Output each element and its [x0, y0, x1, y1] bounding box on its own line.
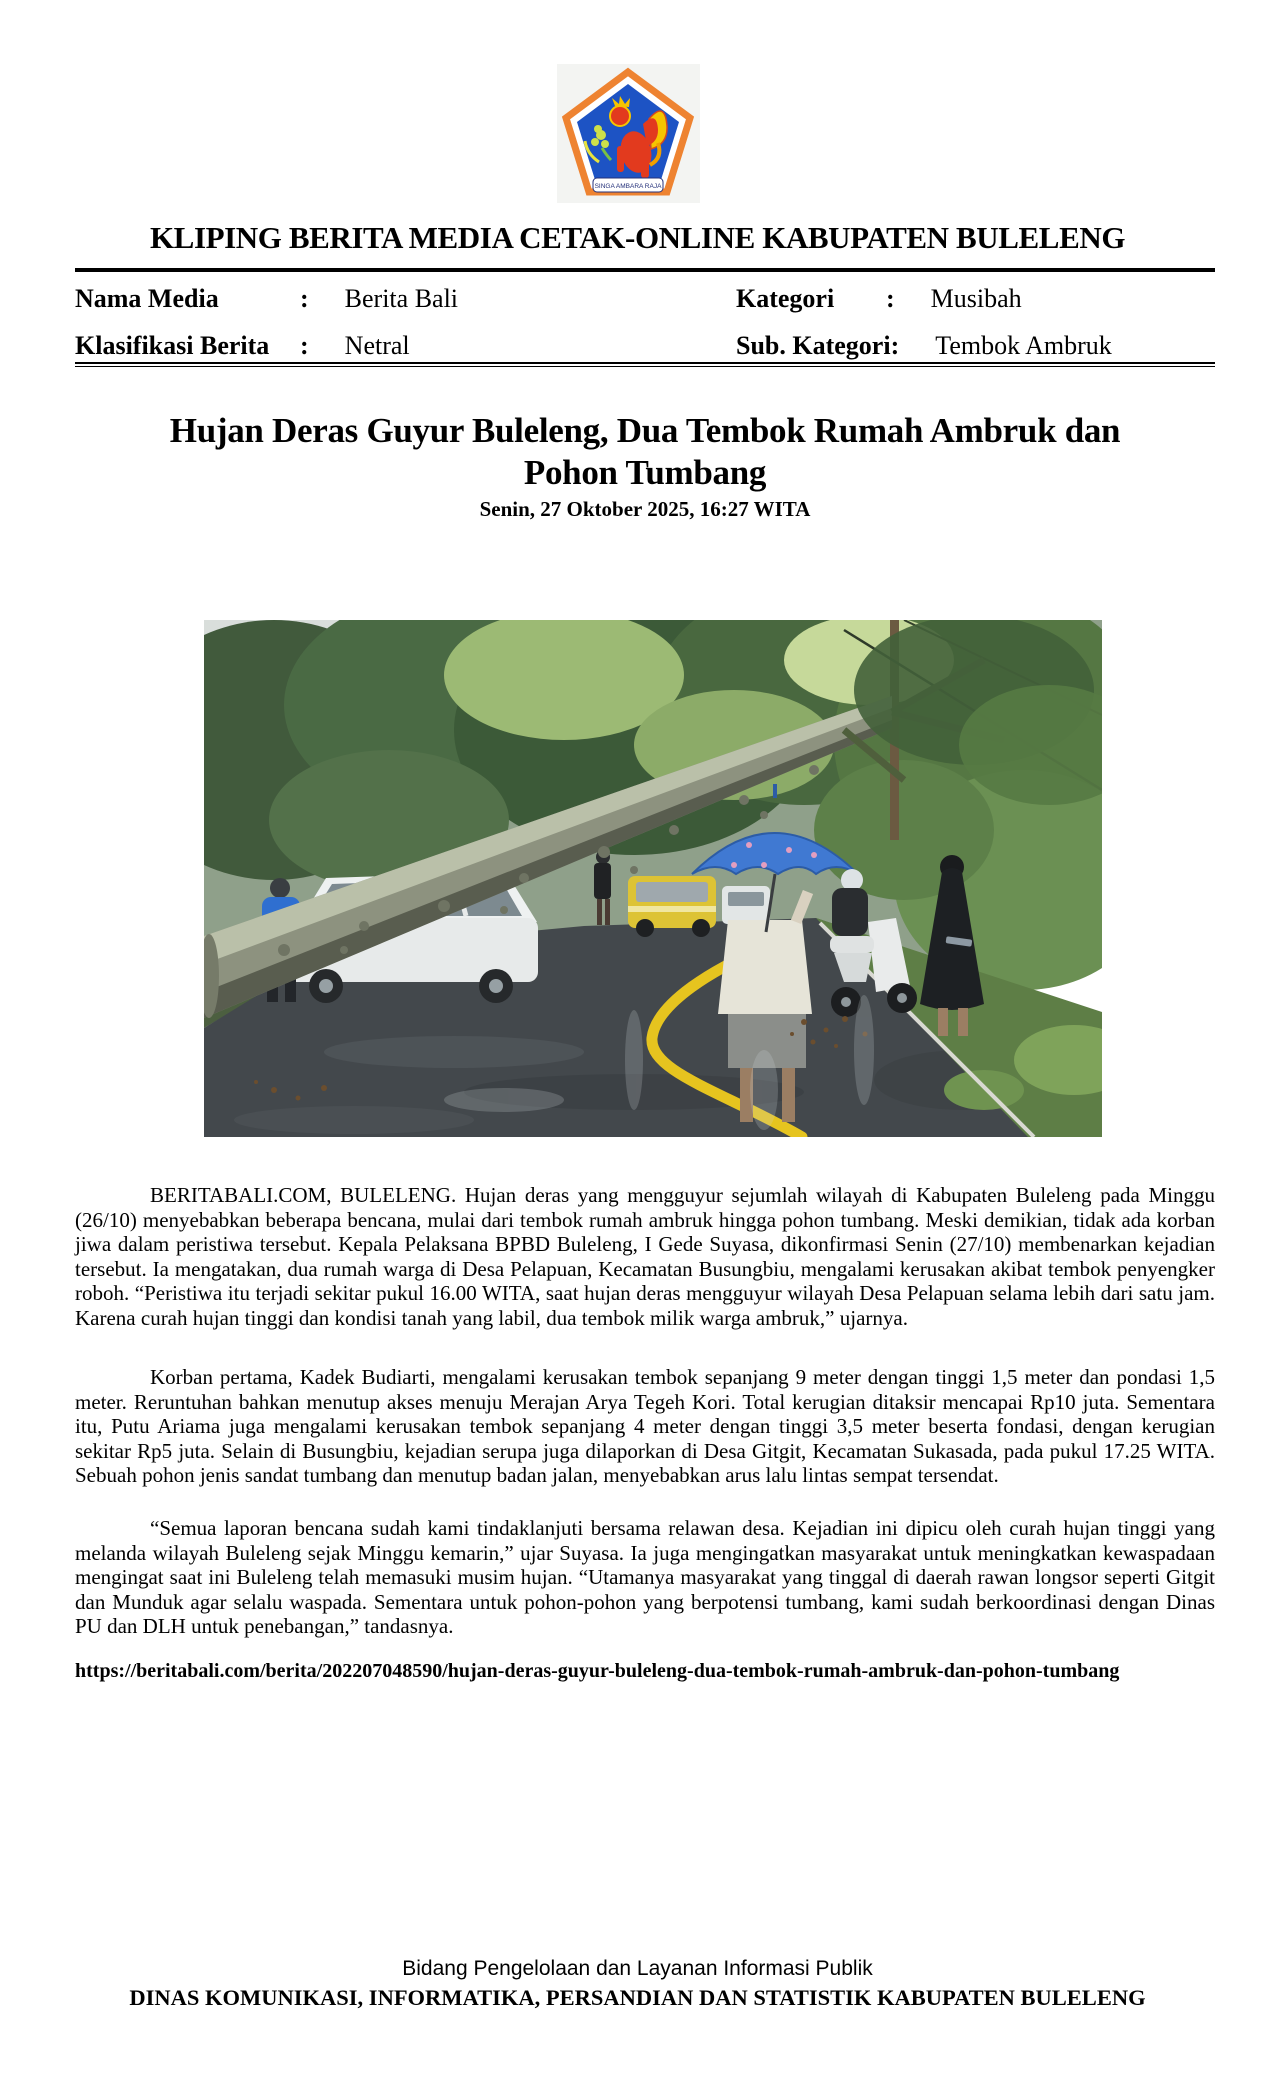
article-dateline: Senin, 27 Oktober 2025, 16:27 WITA	[479, 497, 811, 521]
meta-divider	[75, 362, 1215, 367]
meta-row-nama-media	[75, 283, 458, 315]
buleleng-regency-emblem	[557, 64, 700, 203]
header-divider	[75, 268, 1215, 272]
headline-line1: Hujan Deras Guyur Buleleng, Dua Tembok Rumah Ambruk dan	[169, 411, 1121, 450]
meta-value-sub-kategori: Tembok Ambruk	[935, 331, 1112, 360]
document-title: KLIPING BERITA MEDIA CETAK-ONLINE KABUPATEN BULELENG	[149, 220, 1126, 255]
footer-division-line: Bidang Pengelolaan dan Layanan Informasi Publik	[402, 1957, 873, 1980]
article-paragraph-2: Korban pertama, Kadek Budiarti, mengalami kerusakan tembok sepanjang 9 meter dengan tinggi 1,5 meter dan pondasi 1,5 meter. Reruntuhan bahkan menutup akses menuju Merajan Arya Tegeh Kori. Total kerugian ditaksir mencapai Rp10 juta. Sementara itu, Putu Ariama juga mengalami kerusakan tembok sepanjang 4 meter dengan tinggi 3,5 meter beserta fondasi, dengan kerugian sekitar Rp5 juta. Selain di Busungbiu, kejadian serupa juga dilaporkan di Desa Gitgit, Kecamatan Sukasada, pada pukul 17.25 WITA. Sebuah pohon jenis sandat tumbang dan menutup badan jalan, menyebabkan arus lalu lintas sempat tersendat.	[75, 1365, 1215, 1488]
article-paragraph-1: BERITABALI.COM, BULELENG. Hujan deras yang mengguyur sejumlah wilayah di Kabupaten Buleleng pada Minggu (26/10) menyebabkan beberapa bencana, mulai dari tembok rumah ambruk hingga pohon tumbang. Meski demikian, tidak ada korban jiwa dalam peristiwa tersebut. Kepala Pelaksana BPBD Buleleng, I Gede Suyasa, dikonfirmasi Senin (27/10) membenarkan kejadian tersebut. Ia mengatakan, dua rumah warga di Desa Pelapuan, Kecamatan Busungbiu, mengalami kerusakan akibat tembok penyengker roboh. “Peristiwa itu terjadi sekitar pukul 16.00 WITA, saat hujan deras mengguyur wilayah Desa Pelapuan selama lebih dari satu jam. Karena curah hujan tinggi dan kondisi tanah yang labil, dua tembok milik warga ambruk,” ujarnya.	[75, 1183, 1215, 1330]
yellow-minibus	[628, 876, 716, 937]
meta-label-nama-media: Nama Media	[75, 284, 219, 313]
meta-value-klasifikasi: Netral	[344, 331, 410, 360]
emblem-banner	[593, 178, 663, 192]
meta-colon: :	[886, 284, 895, 313]
meta-colon: :	[300, 331, 309, 360]
meta-colon: :	[890, 331, 900, 360]
footer-agency-line: DINAS KOMUNIKASI, INFORMATIKA, PERSANDIAN DAN STATISTIK KABUPATEN BULELENG	[129, 1985, 1146, 2010]
emblem-banner-text: SINGA AMBARA RAJA	[594, 183, 662, 190]
article-paragraph-3: “Semua laporan bencana sudah kami tindaklanjuti bersama relawan desa. Kejadian ini dipicu oleh curah hujan tinggi yang melanda wilayah Buleleng sejak Minggu kemarin,” ujar Suyasa. Ia juga mengingatkan masyarakat untuk meningkatkan kewaspadaan mengingat saat ini Buleleng telah memasuki musim hujan. “Utamanya masyarakat yang tinggal di daerah rawan longsor seperti Gitgit dan Munduk agar selalu waspada. Sementara untuk pohon-pohon yang berpotensi tumbang, kami sudah berkoordinasi dengan Dinas PU dan DLH untuk penebangan,” tandasnya.	[75, 1516, 1215, 1639]
meta-label-klasifikasi: Klasifikasi Berita	[75, 331, 270, 360]
meta-label-kategori: Kategori	[736, 284, 835, 313]
meta-value-nama-media: Berita Bali	[344, 284, 459, 313]
grass-tuft	[944, 1070, 1024, 1110]
meta-label-sub-kategori: Sub. Kategori	[736, 331, 891, 360]
white-car	[722, 886, 770, 924]
meta-row-kategori	[736, 283, 1022, 315]
meta-value-kategori: Musibah	[930, 284, 1022, 313]
meta-row-sub-kategori	[736, 330, 1112, 362]
article-photo	[204, 620, 1102, 1137]
source-url-link[interactable]: https://beritabali.com/berita/202207048590/hujan-deras-guyur-buleleng-dua-tembok-rumah-ambruk-dan-pohon-tumbang	[75, 1660, 1120, 1682]
meta-row-klasifikasi	[75, 330, 410, 362]
article-headline	[75, 410, 1215, 494]
headline-line2: Pohon Tumbang	[523, 453, 767, 492]
meta-colon: :	[300, 284, 309, 313]
